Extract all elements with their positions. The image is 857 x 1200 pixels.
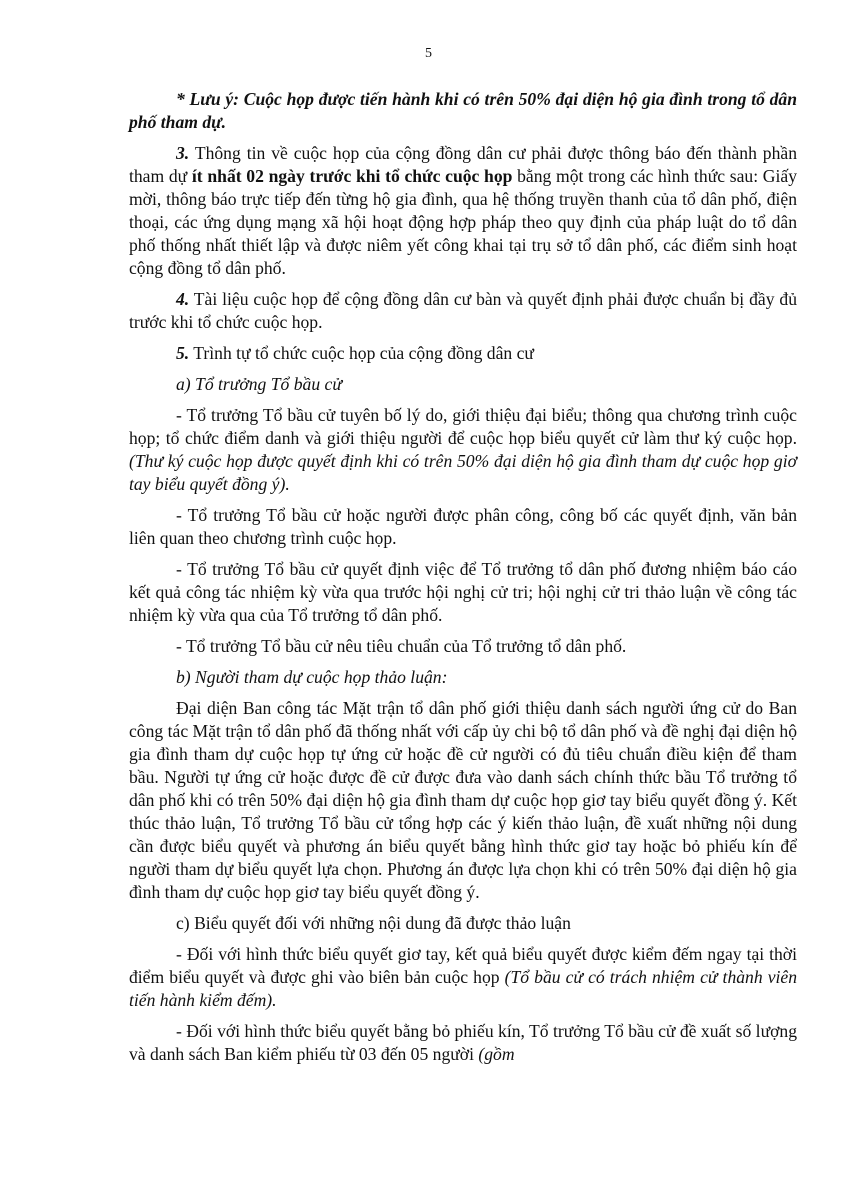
section-c-p2-italic: (gồm	[478, 1044, 515, 1064]
item-3-text-a: Thông tin về cuộc họp của cộng đồng dân cư phải được thông báo đến thành phần tham dự	[129, 143, 797, 186]
section-c-paragraph-1	[129, 943, 797, 1012]
item-4-number: 4.	[176, 289, 190, 309]
section-c-p2-text: - Đối với hình thức biểu quyết bằng bỏ phiếu kín, Tổ trưởng Tổ bầu cử đề xuất số lượng và danh sách Ban kiểm phiếu từ 03 đến 05 người	[129, 1021, 797, 1064]
section-a-p1-text: - Tổ trưởng Tổ bầu cử tuyên bố lý do, giới thiệu đại biểu; thông qua chương trình cuộc họp; tổ chức điểm danh và giới thiệu người để cuộc họp biểu quyết cử làm thư ký cuộc họp.	[129, 405, 797, 448]
item-4-text: Tài liệu cuộc họp để cộng đồng dân cư bàn và quyết định phải được chuẩn bị đầy đủ trước khi tổ chức cuộc họp.	[129, 289, 797, 332]
item-3-text-b: bằng một trong các hình thức sau: Giấy mời, thông báo trực tiếp đến từng hộ gia đình, qua hệ thống truyền thanh của tổ dân phố, điện thoại, các ứng dụng mạng xã hội hoạt động hợp pháp theo quy định của pháp luật do tổ dân phố thống nhất thiết lập và được niêm yết công khai tại trụ sở tổ dân phố, các điểm sinh hoạt cộng đồng tổ dân phố.	[129, 166, 798, 278]
section-b-heading: b) Người tham dự cuộc họp thảo luận:	[176, 667, 448, 687]
note-paragraph: * Lưu ý: Cuộc họp được tiến hành khi có trên 50% đại diện hộ gia đình trong tổ dân phố tham dự.	[129, 89, 797, 132]
page-number: 5	[425, 46, 432, 61]
section-a-paragraph-1	[129, 404, 797, 496]
item-3-bold: ít nhất 02 ngày trước khi tổ chức cuộc họp	[191, 166, 513, 186]
section-a-paragraph-3: - Tổ trưởng Tổ bầu cử quyết định việc để Tổ trưởng tổ dân phố đương nhiệm báo cáo kết quả công tác nhiệm kỳ vừa qua trước hội nghị cử tri; hội nghị cử tri thảo luận về công tác nhiệm kỳ vừa qua của Tổ trưởng tổ dân phố.	[129, 559, 797, 625]
item-5-text: Trình tự tổ chức cuộc họp của cộng đồng dân cư	[189, 343, 534, 363]
document-body	[129, 88, 797, 1074]
section-a-paragraph-2: - Tổ trưởng Tổ bầu cử hoặc người được phân công, công bố các quyết định, văn bản liên quan theo chương trình cuộc họp.	[129, 505, 797, 548]
section-c-paragraph-2	[129, 1020, 797, 1066]
item-3-number: 3.	[176, 143, 190, 163]
item-3-paragraph	[129, 142, 797, 280]
section-a-paragraph-4: - Tổ trưởng Tổ bầu cử nêu tiêu chuẩn của Tổ trưởng tổ dân phố.	[176, 636, 627, 656]
section-c-p1-italic: (Tổ bầu cử có trách nhiệm cử thành viên tiến hành kiểm đếm).	[129, 967, 798, 1010]
section-b-paragraph-1: Đại diện Ban công tác Mặt trận tổ dân phố giới thiệu danh sách người ứng cử do Ban công tác Mặt trận tổ dân phố đã thống nhất với cấp ủy chi bộ tổ dân phố và đề nghị đại diện hộ gia đình tham dự cuộc họp tự ứng cử hoặc đề cử người có đủ tiêu chuẩn điều kiện để tham bầu. Người tự ứng cử hoặc được đề cử được đưa vào danh sách chính thức bầu Tổ trưởng tổ dân phố khi có trên 50% đại diện hộ gia đình tham dự cuộc họp giơ tay biểu quyết đồng ý. Kết thúc thảo luận, Tổ trưởng Tổ bầu cử tổng hợp các ý kiến thảo luận, đề xuất những nội dung cần được biểu quyết và phương án biểu quyết bằng hình thức giơ tay hoặc bỏ phiếu kín để người tham dự biểu quyết lựa chọn. Phương án được lựa chọn khi có trên 50% đại diện hộ gia đình tham dự cuộc họp giơ tay biểu quyết đồng ý.	[129, 698, 797, 902]
item-5-number: 5.	[176, 343, 190, 363]
section-a-p1-italic: (Thư ký cuộc họp được quyết định khi có trên 50% đại diện hộ gia đình tham dự cuộc họp giơ tay biểu quyết đồng ý).	[129, 451, 797, 494]
section-c-p1-text: - Đối với hình thức biểu quyết giơ tay, kết quả biểu quyết được kiểm đếm ngay tại thời điểm biểu quyết và được ghi vào biên bản cuộc họp	[129, 944, 797, 987]
section-c-heading: c) Biểu quyết đối với những nội dung đã được thảo luận	[176, 913, 571, 933]
item-5-paragraph	[129, 342, 797, 365]
item-4-paragraph	[129, 288, 797, 334]
section-a-heading: a) Tổ trưởng Tổ bầu cử	[176, 374, 342, 394]
